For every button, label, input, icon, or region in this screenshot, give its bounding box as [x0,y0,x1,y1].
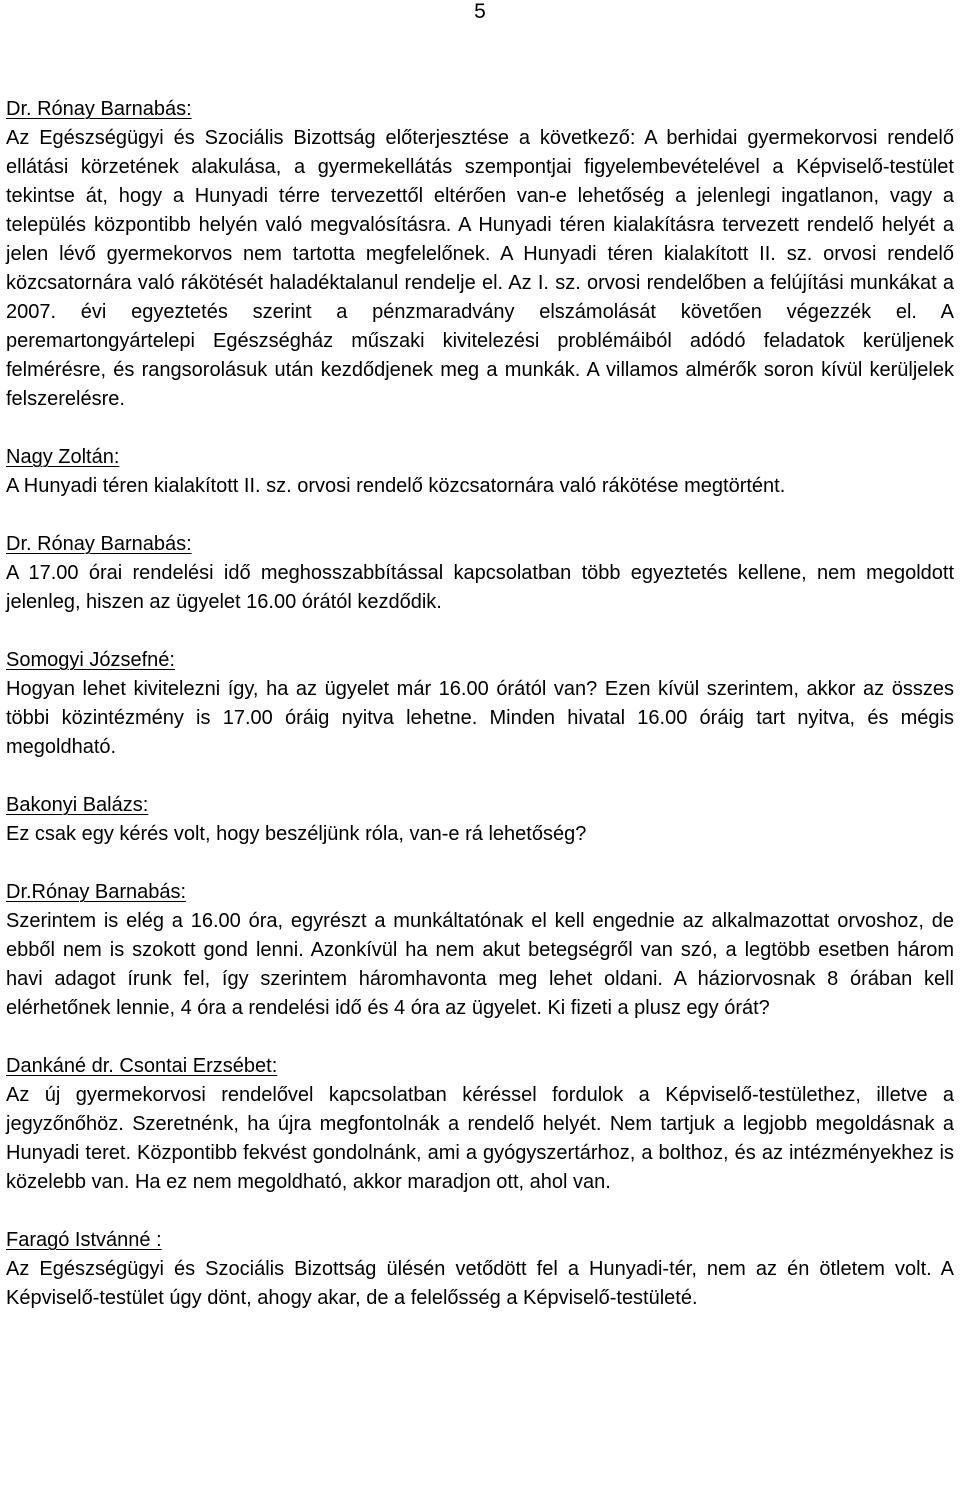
minutes-entry [6,530,954,617]
speaker-name: Bakonyi Balázs: [6,794,149,816]
minutes-entry [6,443,954,501]
minutes-entry [6,1052,954,1197]
speech-text: Az Egészségügyi és Szociális Bizottság ülésén vetődött fel a Hunyadi-tér, nem az én ötletem volt. A Képviselő-testület úgy dönt, ahogy akar, de a felelősség a Képviselő-testületé. [6,1258,954,1309]
speech-text: Hogyan lehet kivitelezni így, ha az ügyelet már 16.00 órától van? Ezen kívül szerintem, akkor az összes többi közintézmény is 17.00 óráig nyitva lehetne. Minden hivatal 16.00 óráig tart nyitva, és mégis megoldható. [6,678,954,758]
speech-text: Ez csak egy kérés volt, hogy beszéljünk róla, van-e rá lehetőség? [6,823,587,845]
speech-text: A Hunyadi téren kialakított II. sz. orvosi rendelő közcsatornára való rákötése megtörtént. [6,475,786,497]
minutes-entry [6,95,954,414]
page-number: 5 [474,0,486,23]
speaker-name: Dankáné dr. Csontai Erzsébet: [6,1055,278,1077]
minutes-entry [6,791,954,849]
speaker-name: Faragó Istvánné : [6,1229,162,1251]
speaker-name: Somogyi Józsefné: [6,649,175,671]
speaker-name: Dr. Rónay Barnabás: [6,98,192,120]
speech-text: Szerintem is elég a 16.00 óra, egyrészt a munkáltatónak el kell engednie az alkalmazottat orvoshoz, de ebből nem is szokott gond lenni. Azonkívül ha nem akut betegségről van szó, a legtöbb esetben három havi adagot írunk fel, így szerintem háromhavonta meg lehet oldani. A háziorvosnak 8 órában kell elérhetőnek lennie, 4 óra a rendelési idő és 4 óra az ügyelet. Ki fizeti a plusz egy órát? [6,910,954,1019]
minutes-entry [6,646,954,762]
minutes-entry [6,878,954,1023]
speech-text: Az új gyermekorvosi rendelővel kapcsolatban kéréssel fordulok a Képviselő-testülethez, illetve a jegyzőnőhöz. Szeretnénk, ha újra megfontolnák a rendelő helyét. Nem tartjuk a legjobb megoldásnak a Hunyadi teret. Központibb fekvést gondolnánk, ami a gyógyszertárhoz, a bolthoz, és az intézményekhez is közelebb van. Ha ez nem megoldható, akkor maradjon ott, ahol van. [6,1084,954,1193]
speaker-name: Dr.Rónay Barnabás: [6,881,187,903]
speech-text: Az Egészségügyi és Szociális Bizottság előterjesztése a következő: A berhidai gyermekorvosi rendelő ellátási körzetének alakulása, a gyermekellátás szempontjai figyelembevételével a Képviselő-testület tekintse át, hogy a Hunyadi térre tervezettől eltérően van-e lehetőség a jelenlegi ingatlanon, vagy a település központibb helyén való megvalósításra. A Hunyadi téren kialakításra tervezett rendelő helyét a jelen lévő gyermekorvos nem tartotta megfelelőnek. A Hunyadi téren kialakított II. sz. orvosi rendelő közcsatornára való rákötését haladéktalanul rendelje el. Az I. sz. orvosi rendelőben a felújítási munkákat a 2007. évi egyeztetés szerint a pénzmaradvány elszámolását követően végezzék el. A peremartongyártelepi Egészségház műszaki kivitelezési problémáiból adódó feladatok kerüljenek felmérésre, és rangsorolásuk után kezdődjenek meg a munkák. A villamos almérők soron kívül kerüljelek felszerelésre. [6,127,954,410]
document-body [6,95,954,1342]
speaker-name: Nagy Zoltán: [6,446,120,468]
minutes-entry [6,1226,954,1313]
speech-text: A 17.00 órai rendelési idő meghosszabbítással kapcsolatban több egyeztetés kellene, nem megoldott jelenleg, hiszen az ügyelet 16.00 órától kezdődik. [6,562,954,613]
speaker-name: Dr. Rónay Barnabás: [6,533,192,555]
